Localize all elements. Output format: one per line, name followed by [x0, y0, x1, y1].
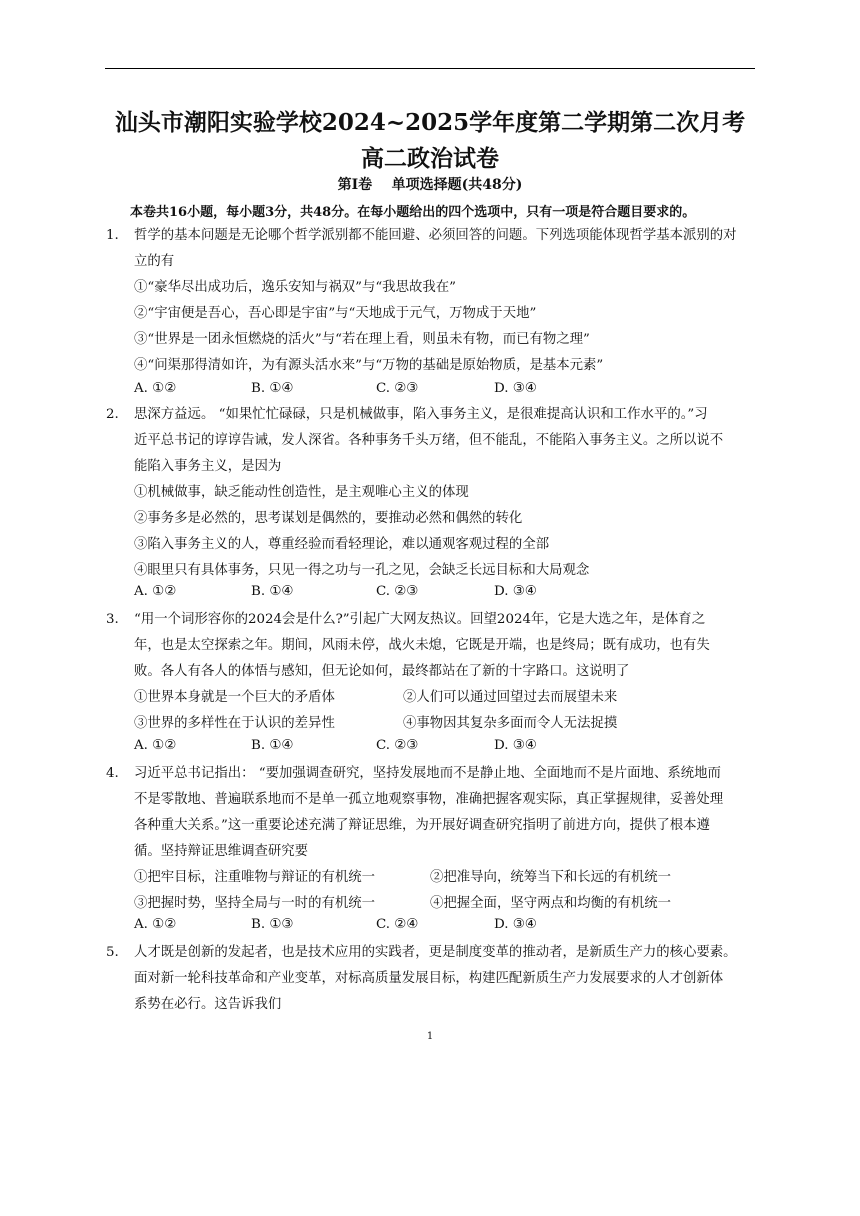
question-number: 3. [106, 612, 119, 627]
choice-b[interactable]: B. ①④ [251, 584, 294, 599]
choice-a[interactable]: A. ①② [134, 381, 177, 396]
question-number: 4. [106, 766, 119, 781]
statement-2: ②“宇宙便是吾心，吾心即是宇宙”与“天地成于元气，万物成于天地” [134, 306, 537, 321]
choice-c[interactable]: C. ②④ [376, 917, 419, 932]
question-stem-line: 面对新一轮科技革命和产业变革，对标高质量发展目标，构建匹配新质生产力发展要求的人才创新体 [134, 971, 724, 986]
question-stem-line: 人才既是创新的发起者，也是技术应用的实践者，更是制度变革的推动者，是新质生产力的核心要素。 [134, 945, 737, 960]
statement-4: ④把握全面，坚守两点和均衡的有机统一 [430, 896, 672, 911]
statement-3: ③把握时势，坚持全局与一时的有机统一 [134, 896, 376, 911]
statement-2: ②事务多是必然的，思考谋划是偶然的，要推动必然和偶然的转化 [134, 511, 523, 526]
choice-a[interactable]: A. ①② [134, 917, 177, 932]
choice-b[interactable]: B. ①④ [251, 738, 294, 753]
statement-3: ③“世界是一团永恒燃烧的活火”与“若在理上看，则虽未有物，而已有物之理” [134, 332, 590, 347]
statement-2: ②把准导向，统筹当下和长远的有机统一 [430, 870, 672, 885]
page-number: 1 [426, 1031, 434, 1042]
statement-1: ①世界本身就是一个巨大的矛盾体 [134, 690, 335, 705]
choice-d[interactable]: D. ③④ [494, 738, 537, 753]
statement-1: ①把牢目标，注重唯物与辩证的有机统一 [134, 870, 376, 885]
question-stem-line: “用一个词形容你的2024会是什么?”引起广大网友热议。回望2024年，它是大选之年，是体育之 [134, 612, 706, 627]
choice-d[interactable]: D. ③④ [494, 381, 537, 396]
instructions: 本卷共16小题，每小题3分，共48分。在每小题给出的四个选项中，只有一项是符合题目要求的。 [130, 205, 696, 220]
choice-d[interactable]: D. ③④ [494, 584, 537, 599]
statement-3: ③世界的多样性在于认识的差异性 [134, 716, 335, 731]
statement-2: ②人们可以通过回望过去而展望未来 [403, 690, 618, 705]
question-stem-line: 不是零散地、普遍联系地而不是单一孤立地观察事物，准确把握客观实际，真正掌握规律，妥善处理 [134, 792, 724, 807]
question-stem-line: 各种重大关系。”这一重要论述充满了辩证思维，为开展好调查研究指明了前进方向，提供了根本遵 [134, 818, 710, 833]
question-stem-line: 年，也是太空探索之年。期间，风雨未停，战火未熄，它既是开端，也是终局；既有成功，也有失 [134, 638, 710, 653]
question-number: 2. [106, 407, 119, 422]
question-number: 1. [106, 228, 119, 243]
statement-3: ③陷入事务主义的人，尊重经验而看轻理论，难以通观客观过程的全部 [134, 537, 550, 552]
question-stem-line: 习近平总书记指出： “要加强调查研究，坚持发展地而不是静止地、全面地而不是片面地、系统地而 [134, 766, 721, 781]
statement-4: ④眼里只有具体事务，只见一得之功与一孔之见，会缺乏长远目标和大局观念 [134, 563, 590, 578]
header-rule [105, 68, 755, 69]
question-stem-line: 哲学的基本问题是无论哪个哲学派别都不能回避、必须回答的问题。下列选项能体现哲学基本派别的对 [134, 228, 737, 243]
statement-1: ①“豪华尽出成功后，逸乐安知与祸双”与“我思故我在” [134, 280, 456, 295]
choice-a[interactable]: A. ①② [134, 584, 177, 599]
question-stem-line: 败。各人有各人的体悟与感知，但无论如何，最终都站在了新的十字路口。这说明了 [134, 664, 630, 679]
question-stem-line: 思深方益远。 “如果忙忙碌碌，只是机械做事，陷入事务主义，是很难提高认识和工作水平的。”习 [134, 407, 708, 422]
question-stem-line: 系势在必行。这告诉我们 [134, 997, 282, 1012]
choice-c[interactable]: C. ②③ [376, 738, 419, 753]
choice-a[interactable]: A. ①② [134, 738, 177, 753]
statement-4: ④“问渠那得清如许，为有源头活水来”与“万物的基础是原始物质，是基本元素” [134, 358, 604, 373]
section-heading: 第Ⅰ卷 单项选择题(共48分) [337, 177, 523, 193]
exam-subtitle: 高二政治试卷 [361, 145, 499, 172]
choice-b[interactable]: B. ①④ [251, 381, 294, 396]
choice-c[interactable]: C. ②③ [376, 584, 419, 599]
choice-c[interactable]: C. ②③ [376, 381, 419, 396]
choice-d[interactable]: D. ③④ [494, 917, 537, 932]
question-stem-line: 循。坚持辩证思维调查研究要 [134, 844, 309, 859]
choice-b[interactable]: B. ①③ [251, 917, 294, 932]
question-number: 5. [106, 945, 119, 960]
question-stem-line: 近平总书记的谆谆告诫，发人深省。各种事务千头万绪，但不能乱，不能陷入事务主义。之所以说不 [134, 433, 724, 448]
question-stem-line: 立的有 [134, 254, 175, 269]
statement-1: ①机械做事，缺乏能动性创造性，是主观唯心主义的体现 [134, 485, 469, 500]
question-stem-line: 能陷入事务主义，是因为 [134, 459, 282, 474]
statement-4: ④事物因其复杂多面而令人无法捉摸 [403, 716, 618, 731]
exam-title: 汕头市潮阳实验学校2024~2025学年度第二学期第二次月考 [114, 109, 746, 136]
